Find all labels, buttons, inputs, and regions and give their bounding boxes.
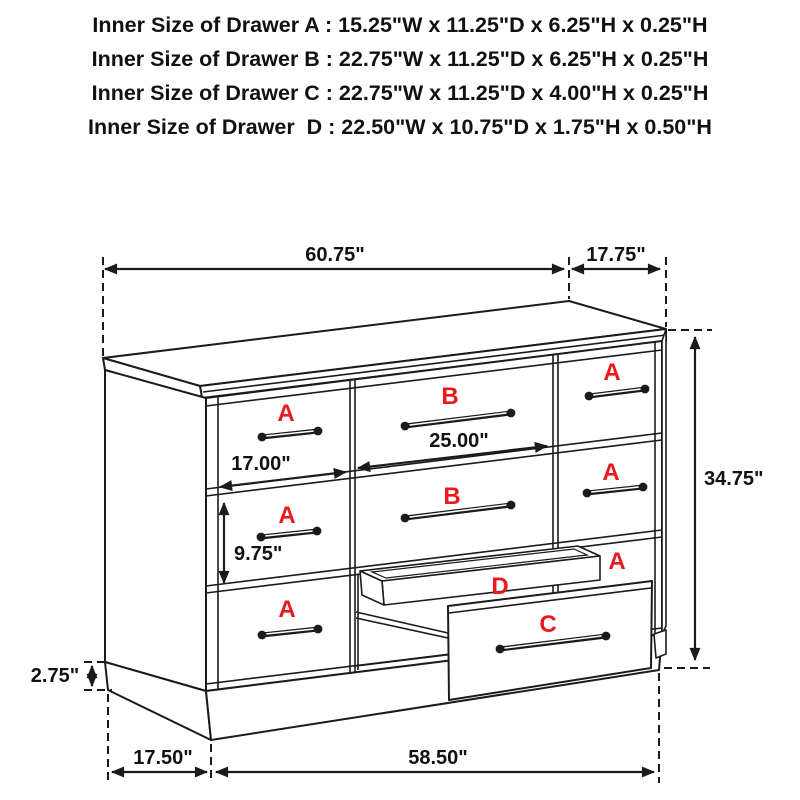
dim-left-drawer-width-value: 17.00" [231,453,291,475]
title-line-drawer-d: Inner Size of Drawer D : 22.50"W x 10.75"D x 1.75"H x 0.50"H [88,115,712,139]
dim-middle-drawer-width-value: 25.00" [429,430,489,452]
right-side-sliver [662,329,666,634]
dim-drawer-height-value: 9.75" [234,543,283,565]
title-line-drawer-c: Inner Size of Drawer C : 22.75"W x 11.25"D x 4.00"H x 0.25"H [91,81,709,105]
title-block [0,8,800,144]
dim-base-height-value: 2.75" [30,665,80,687]
dim-top-depth [572,244,660,269]
label-drawer-b-top-middle: B [441,383,459,410]
label-drawer-d-tray: D [491,573,509,600]
left-side-panel [105,370,206,691]
label-drawer-a-bottom-right: A [608,548,626,575]
label-drawer-a-bottom-left: A [278,596,296,623]
label-drawer-b-mid-middle: B [443,483,461,510]
dim-top-width [105,244,564,269]
dim-base-height [31,665,92,687]
label-drawer-a-top-left: A [277,400,295,427]
dim-overall-height-value: 34.75" [704,468,764,490]
dim-base-front-width-value: 58.50" [408,747,468,769]
dim-overall-height [695,337,764,660]
dim-base-side-depth-value: 17.50" [133,747,193,769]
dim-top-depth-value: 17.75" [586,244,646,266]
title-line-drawer-a: Inner Size of Drawer A : 15.25"W x 11.25"D x 6.25"H x 0.25"H [92,13,708,37]
label-drawer-c-pulled: C [539,611,557,638]
dim-base-side-depth [112,747,207,772]
label-drawer-a-mid-right: A [602,459,620,486]
label-drawer-a-mid-left: A [278,502,296,529]
dim-base-front-width [216,747,654,772]
plinth-right-foot [654,630,666,658]
dresser-drawing [103,301,666,740]
title-line-drawer-b: Inner Size of Drawer B : 22.75"W x 11.25"D x 6.25"H x 0.25"H [91,47,709,71]
dim-top-width-value: 60.75" [305,244,365,266]
label-drawer-a-top-right: A [603,359,621,386]
